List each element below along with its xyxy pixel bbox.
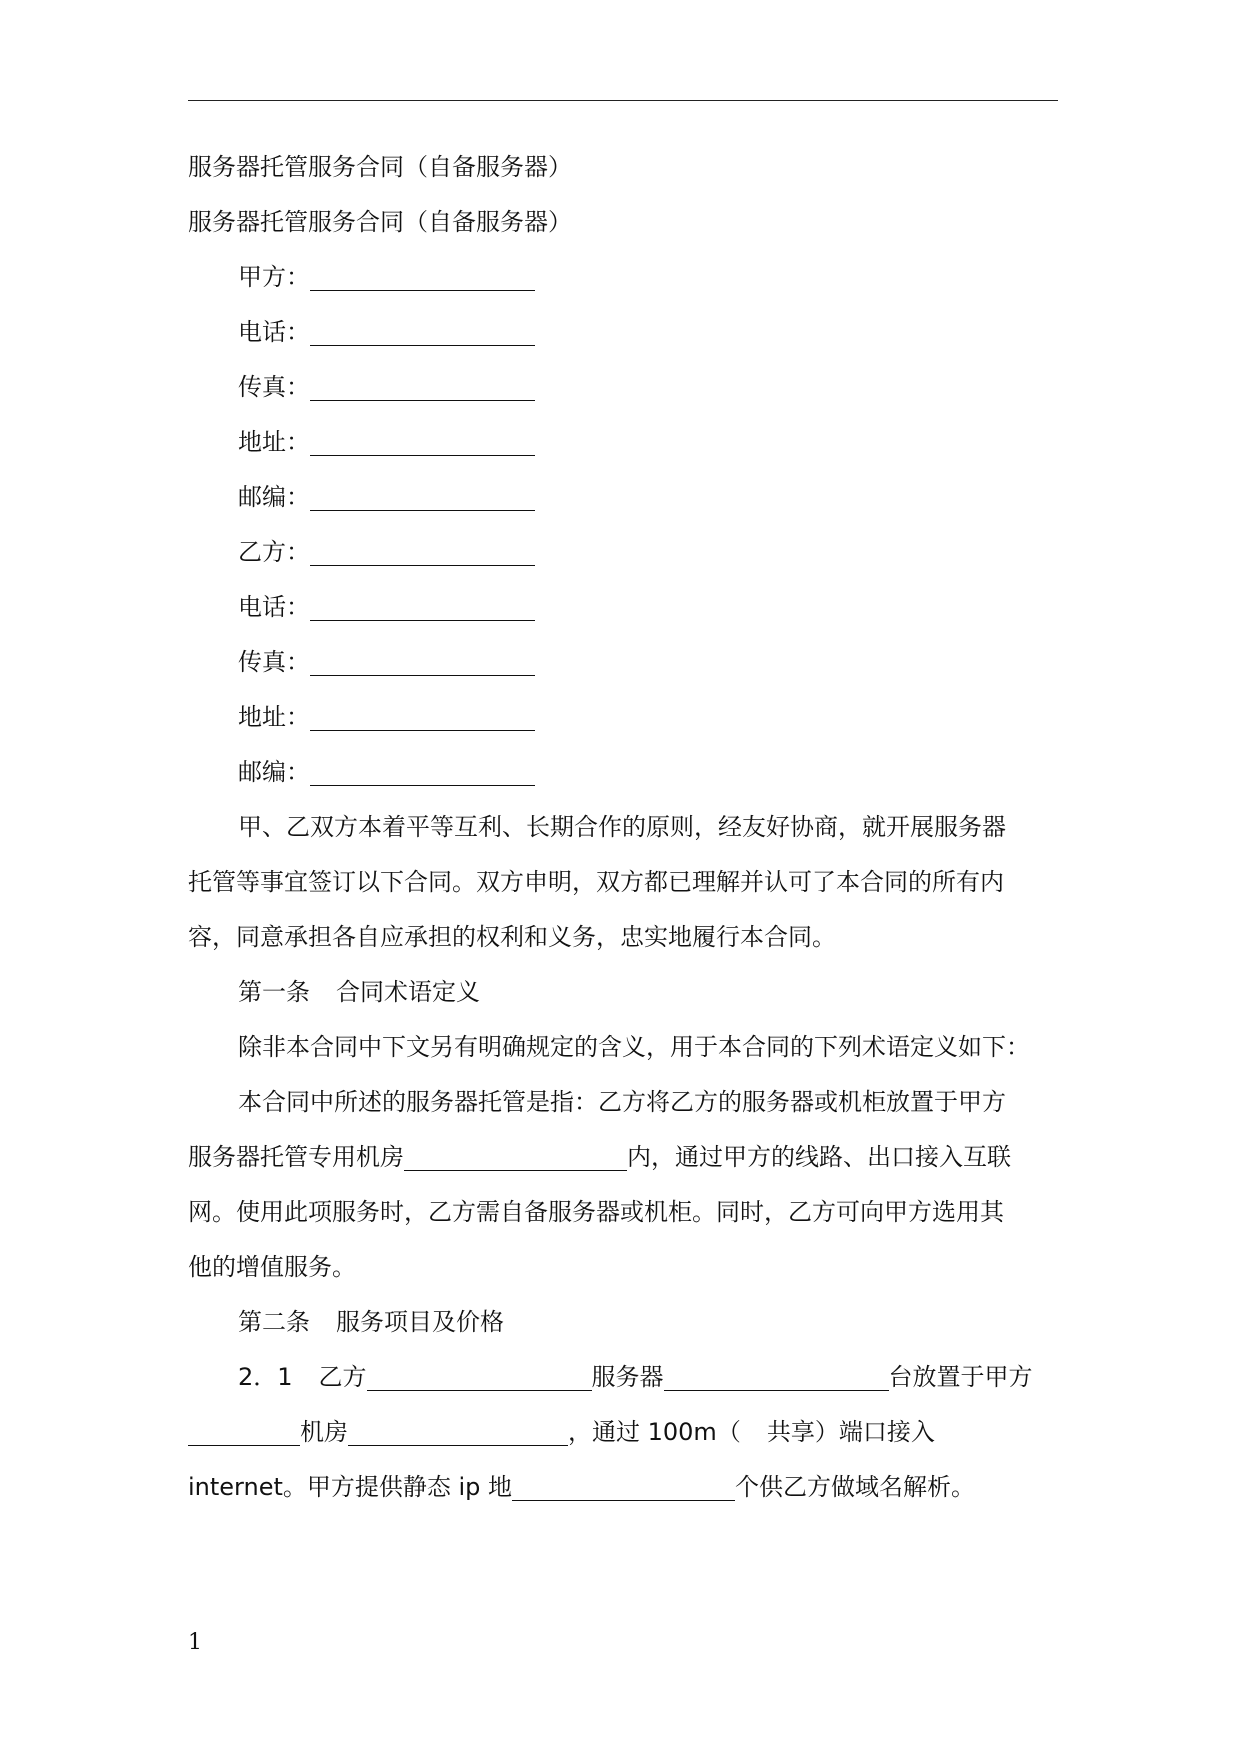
party-a-field: [188, 250, 1068, 305]
party-a-address-blank: [310, 425, 535, 456]
article-1-number: 第一条: [238, 978, 310, 1006]
party-a-address-label: 地址：: [238, 428, 310, 456]
clause-text: 服务器: [591, 1363, 664, 1391]
clause-text: 台放置于甲方: [888, 1363, 1033, 1391]
article-1-text: 网。使用此项服务时，乙方需自备服务器或机柜。同时，乙方可向甲方选用其: [188, 1198, 1004, 1226]
party-b-phone-label: 电话：: [238, 593, 310, 621]
party-b-fax-label: 传真：: [238, 648, 310, 676]
article-1-paragraph: [188, 1075, 1068, 1130]
preamble-line: [188, 910, 1068, 965]
party-b-postcode-field: [188, 745, 1068, 800]
party-b-blank: [310, 535, 535, 566]
party-a-fax-blank: [310, 370, 535, 401]
party-a-fax-field: [188, 360, 1068, 415]
party-a-postcode-field: [188, 470, 1068, 525]
document-body: [188, 140, 1068, 1515]
room-name-blank: [348, 1415, 568, 1446]
party-b-fax-field: [188, 635, 1068, 690]
clause-text: ，通过 100m（: [568, 1418, 741, 1446]
page-number: 1: [188, 1630, 202, 1655]
party-a-blank: [310, 260, 535, 291]
article-1-text: 他的增值服务。: [188, 1253, 356, 1281]
clause-text: internet。甲方提供静态 ip 地: [188, 1473, 513, 1501]
article-1-paragraph: [188, 1130, 1068, 1185]
article-1-title: 合同术语定义: [336, 978, 480, 1006]
article-2-title: 服务项目及价格: [336, 1308, 504, 1336]
server-brand-blank: [367, 1360, 592, 1391]
party-b-address-field: [188, 690, 1068, 745]
article-1-text: 内，通过甲方的线路、出口接入互联: [627, 1143, 1011, 1171]
preamble-text: 甲、乙双方本着平等互利、长期合作的原则，经友好协商，就开展服务器: [238, 813, 1006, 841]
party-a-phone-field: [188, 305, 1068, 360]
article-1-paragraph: [188, 1240, 1068, 1295]
ip-count-blank: [512, 1470, 735, 1501]
party-a-label: 甲方：: [238, 263, 310, 291]
party-a-fax-label: 传真：: [238, 373, 310, 401]
article-1-paragraph: [188, 1185, 1068, 1240]
clause-2-1-continued: [188, 1460, 1068, 1515]
party-a-phone-blank: [310, 315, 535, 346]
party-b-phone-field: [188, 580, 1068, 635]
party-b-postcode-label: 邮编：: [238, 758, 310, 786]
document-title: [188, 140, 1068, 195]
party-a-phone-label: 电话：: [238, 318, 310, 346]
party-a-address-field: [188, 415, 1068, 470]
article-1-paragraph: [188, 1020, 1068, 1075]
clause-number: 2．1: [238, 1363, 293, 1391]
article-2-heading: [188, 1295, 1068, 1350]
party-b-address-blank: [310, 700, 535, 731]
party-a-postcode-blank: [310, 480, 535, 511]
clause-text: 机房: [300, 1418, 348, 1446]
preamble-text: 托管等事宜签订以下合同。双方申明，双方都已理解并认可了本合同的所有内: [188, 868, 1004, 896]
article-1-heading: [188, 965, 1068, 1020]
party-b-address-label: 地址：: [238, 703, 310, 731]
clause-text: 乙方: [318, 1363, 367, 1391]
preamble-text: 容，同意承担各自应承担的权利和义务，忠实地履行本合同。: [188, 923, 836, 951]
preamble-line: [188, 855, 1068, 910]
article-1-text: 服务器托管专用机房: [188, 1143, 404, 1171]
party-b-field: [188, 525, 1068, 580]
clause-text: 共享）端口接入: [766, 1418, 935, 1446]
party-b-label: 乙方：: [238, 538, 310, 566]
preamble-line: [188, 800, 1068, 855]
document-subtitle: [188, 195, 1068, 250]
article-1-text: 除非本合同中下文另有明确规定的含义，用于本合同的下列术语定义如下：: [238, 1033, 1030, 1061]
party-a-postcode-label: 邮编：: [238, 483, 310, 511]
location-blank: [188, 1415, 300, 1446]
clause-text: 个供乙方做域名解析。: [735, 1473, 976, 1501]
header-rule: [188, 100, 1058, 101]
article-1-text: 本合同中所述的服务器托管是指：乙方将乙方的服务器或机柜放置于甲方: [238, 1088, 1006, 1116]
article-2-number: 第二条: [238, 1308, 310, 1336]
clause-2-1: [188, 1350, 1068, 1405]
party-b-fax-blank: [310, 645, 535, 676]
subtitle-text: 服务器托管服务合同（自备服务器）: [188, 208, 572, 236]
clause-2-1-continued: [188, 1405, 1068, 1460]
party-b-postcode-blank: [310, 755, 535, 786]
party-b-phone-blank: [310, 590, 535, 621]
machine-room-blank: [404, 1140, 627, 1171]
title-text: 服务器托管服务合同（自备服务器）: [188, 153, 572, 181]
server-count-blank: [664, 1360, 889, 1391]
